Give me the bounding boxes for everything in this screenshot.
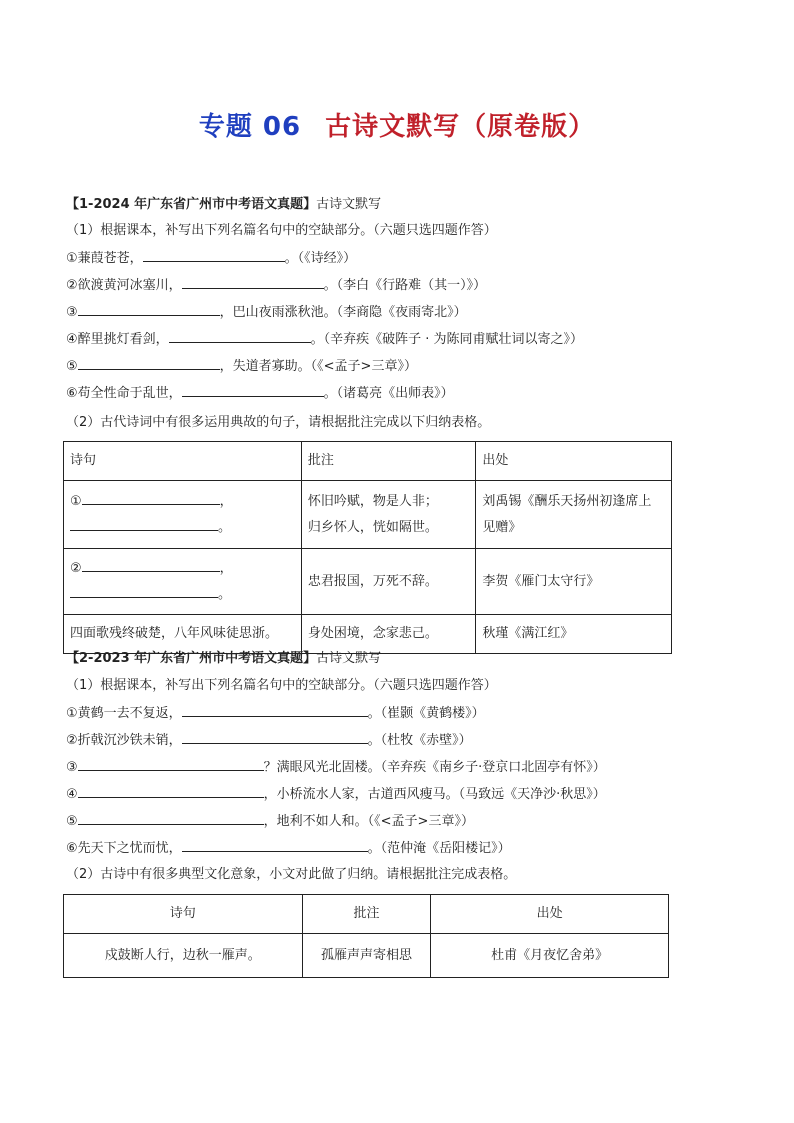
title-topic-name: 古诗文默写（原卷版）	[325, 112, 596, 142]
answer-blank[interactable]	[182, 731, 368, 744]
note-cell: 忠君报国，万死不辞。	[301, 549, 476, 615]
answer-blank[interactable]	[182, 276, 324, 289]
section1-q2-instruction: （2）古代诗词中有很多运用典故的句子，请根据批注完成以下归纳表格。	[66, 415, 491, 430]
answer-blank[interactable]	[70, 518, 218, 531]
header-cell: 诗句	[64, 895, 303, 934]
section1-q1-instruction: （1）根据课本，补写出下列名篇名句中的空缺部分。（六题只选四题作答）	[66, 223, 497, 238]
s2-item-5: ⑤ ，地利不如人和。（《<孟子>三章》）	[66, 814, 474, 829]
page-title	[0, 106, 794, 143]
table-header-row	[64, 895, 669, 934]
s1-item-5: ⑤ ，失道者寡助。（《<孟子>三章》）	[66, 359, 417, 374]
answer-blank[interactable]	[182, 704, 368, 717]
note-cell: 孤雁声声寄相思	[302, 934, 431, 978]
s1-item-2: ②欲渡黄河冰塞川， 。（李白《行路难（其一）》）	[66, 278, 487, 293]
note-cell: 怀旧吟赋，物是人非； 归乡怀人，恍如隔世。	[301, 481, 476, 549]
s1-item-4: ④醉里挑灯看剑， 。（辛弃疾《破阵子 · 为陈同甫赋壮词以寄之》）	[66, 332, 584, 347]
s2-item-6: ⑥先天下之忧而忧， 。（范仲淹《岳阳楼记》）	[66, 841, 511, 856]
verse-cell: 戍鼓断人行，边秋一雁声。	[64, 934, 303, 978]
answer-blank[interactable]	[78, 758, 264, 771]
s2-item-3: ③ ？满眼风光北固楼。（辛弃疾《南乡子·登京口北固亭有怀》）	[66, 760, 606, 775]
table-row	[64, 934, 669, 978]
verse-cell: ① ， 。	[64, 481, 302, 549]
header-cell: 出处	[431, 895, 669, 934]
allusion-table	[63, 441, 672, 654]
answer-blank[interactable]	[182, 839, 368, 852]
section2-q1-instruction: （1）根据课本，补写出下列名篇名句中的空缺部分。（六题只选四题作答）	[66, 678, 497, 693]
section1-header-source: 【1-2024 年广东省广州市中考语文真题】	[66, 197, 317, 212]
section2-header	[66, 650, 381, 668]
s1-item-6: ⑥苟全性命于乱世， 。（诸葛亮《出师表》）	[66, 386, 454, 401]
section1-header	[66, 196, 381, 214]
s2-item-2: ②折戟沉沙铁未销， 。（杜牧《赤壁》）	[66, 733, 472, 748]
section2-header-source: 【2-2023 年广东省广州市中考语文真题】	[66, 651, 317, 666]
table-row	[64, 615, 672, 654]
header-cell: 批注	[302, 895, 431, 934]
answer-blank[interactable]	[78, 812, 264, 825]
section1-header-topic: 古诗文默写	[316, 197, 382, 212]
answer-blank[interactable]	[143, 249, 285, 262]
source-cell: 李贺《雁门太守行》	[476, 549, 672, 615]
answer-blank[interactable]	[169, 330, 311, 343]
answer-blank[interactable]	[182, 384, 324, 397]
header-cell: 诗句	[64, 442, 302, 481]
table-row	[64, 481, 672, 549]
s1-item-1: ①蒹葭苍苍， 。（《诗经》）	[66, 251, 357, 266]
table-row	[64, 549, 672, 615]
answer-blank[interactable]	[78, 785, 264, 798]
source-cell: 刘禹锡《酬乐天扬州初逢席上 见赠》	[476, 481, 672, 549]
note-cell: 身处困境，念家悲己。	[301, 615, 476, 654]
s2-item-1: ①黄鹤一去不复返， 。（崔颢《黄鹤楼》）	[66, 706, 485, 721]
source-cell: 秋瑾《满江红》	[476, 615, 672, 654]
answer-blank[interactable]	[82, 492, 220, 505]
verse-cell: ② ， 。	[64, 549, 302, 615]
section2-header-topic: 古诗文默写	[316, 651, 382, 666]
verse-cell: 四面歌残终破楚，八年风味徒思浙。	[64, 615, 302, 654]
source-cell: 杜甫《月夜忆舍弟》	[431, 934, 669, 978]
s1-item-3: ③ ，巴山夜雨涨秋池。（李商隐《夜雨寄北》）	[66, 305, 467, 320]
header-cell: 出处	[476, 442, 672, 481]
answer-blank[interactable]	[78, 303, 220, 316]
section2-q2-instruction: （2）古诗中有很多典型文化意象，小文对此做了归纳。请根据批注完成表格。	[66, 867, 517, 882]
imagery-table	[63, 894, 669, 978]
s2-item-4: ④ ，小桥流水人家，古道西风瘦马。（马致远《天净沙·秋思》）	[66, 787, 606, 802]
header-cell: 批注	[301, 442, 476, 481]
title-topic-number: 专题 06	[198, 112, 302, 142]
answer-blank[interactable]	[82, 559, 220, 572]
answer-blank[interactable]	[70, 585, 218, 598]
table-header-row	[64, 442, 672, 481]
answer-blank[interactable]	[78, 357, 220, 370]
